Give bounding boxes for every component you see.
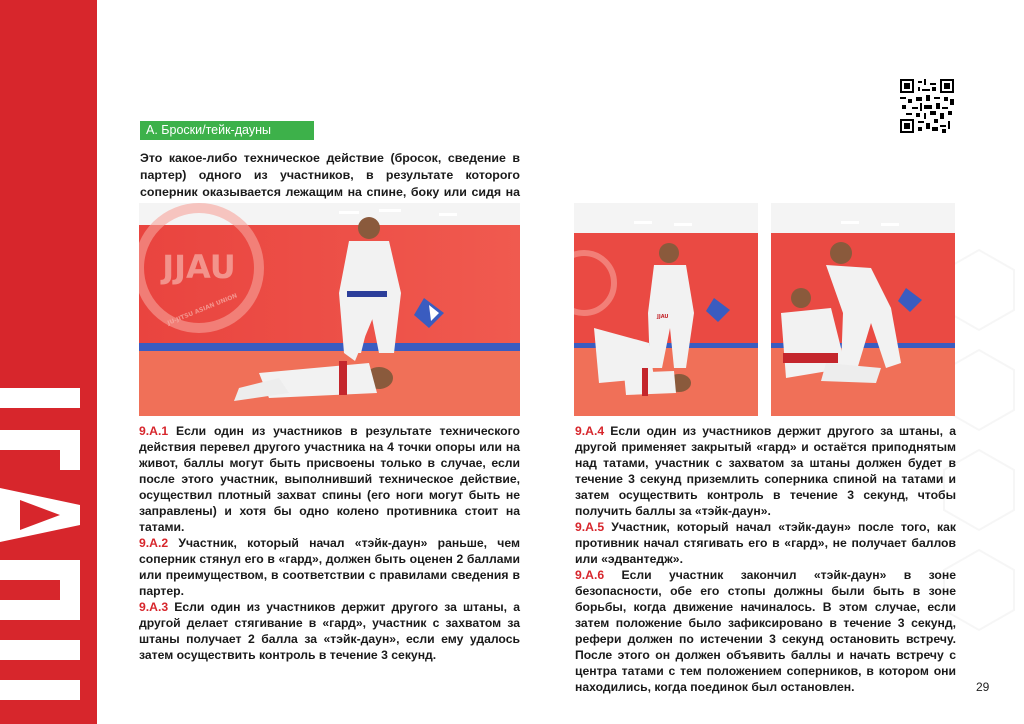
throw-photo bbox=[139, 203, 520, 416]
jjau-vertical-logo bbox=[0, 0, 97, 724]
gi-patch-text: JJAU bbox=[657, 314, 669, 320]
intro-paragraph: Это какое-либо техническое действие (бросок, сведение в партер) одного из участников, в результате которого соперник оказывается лежащим на спине, боку или сидя на bbox=[140, 151, 520, 199]
brand-sidebar bbox=[0, 0, 97, 724]
rule-text: Если один из участников держит другого за штаны, а другой применяет закрытый «гард» и остаётся приподнятым над татами, участник с захватом за штаны должен будет в течение 3 секунд приземлить соперника спиной на татами и затем осуществить контроль в течение 3 секунд, чтобы получить баллы за «тэйк-даун». bbox=[575, 424, 956, 518]
rule-number: 9.А.5 bbox=[575, 520, 605, 534]
rule-9a4 bbox=[575, 423, 956, 519]
wall-ring-text: JU-JITSU ASIAN UNION bbox=[166, 292, 239, 327]
rule-number: 9.А.3 bbox=[139, 600, 169, 614]
page-number: 29 bbox=[976, 680, 990, 694]
rule-text: Участник, который начал «тэйк-даун» раньше, чем соперник стянул его в «гард», должен быть оценен 2 баллами или преимуществом, в соответствии с правилами сведения в партер. bbox=[139, 536, 520, 598]
rule-9a5 bbox=[575, 519, 956, 567]
section-title: А. Броски/тейк-дауны bbox=[140, 121, 314, 140]
rule-text: Если один из участников держит другого за штаны, а другой делает стягивание в «гард», участник с захватом за штаны получает 2 балла за «тэйк-даун», если ему удалось затем осуществить контроль в течение 3 секунд. bbox=[139, 600, 520, 662]
rule-number: 9.А.4 bbox=[575, 424, 605, 438]
rule-9a2 bbox=[139, 535, 520, 599]
rule-number: 9.А.6 bbox=[575, 568, 605, 582]
rule-text: Если один из участников в результате технического действия перевел другого участника на 4 точки опоры или на живот, баллы могут быть присвоены только в случае, если после этого участник, выполнивший техническое действие, осуществил плотный захват спины (его ноги могут быть не заправлены) и хотя бы одно колено противника стоит на татами. bbox=[139, 424, 520, 534]
rule-text: Участник, который начал «тэйк-даун» после того, как противник начал стягивать его в «гард», не получает баллов или «эдвантедж». bbox=[575, 520, 956, 566]
takedown-photo-1 bbox=[574, 203, 758, 416]
takedown-photo-2 bbox=[771, 203, 955, 416]
rule-9a6 bbox=[575, 567, 956, 695]
rule-text: Если участник закончил «тэйк-даун» в зоне безопасности, обе его стопы должны были быть в зоне борьбы, когда движение начиналось. В этом случае, если затем положение было зафиксировано в течение 3 секунд, рефери должен по истечении 3 секунд остановить встречу. После этого он должен объявить баллы и начать встречу с центра татами с тем положением соперников, в котором они находились, когда поединок был остановлен. bbox=[575, 568, 956, 694]
rule-number: 9.А.1 bbox=[139, 424, 169, 438]
wall-logo-text: JJAU bbox=[162, 248, 236, 286]
rules-left-column bbox=[139, 423, 520, 663]
rule-9a1 bbox=[139, 423, 520, 535]
qr-code-icon bbox=[900, 79, 954, 133]
rules-right-column bbox=[575, 423, 956, 695]
rule-number: 9.А.2 bbox=[139, 536, 169, 550]
rule-9a3 bbox=[139, 599, 520, 663]
